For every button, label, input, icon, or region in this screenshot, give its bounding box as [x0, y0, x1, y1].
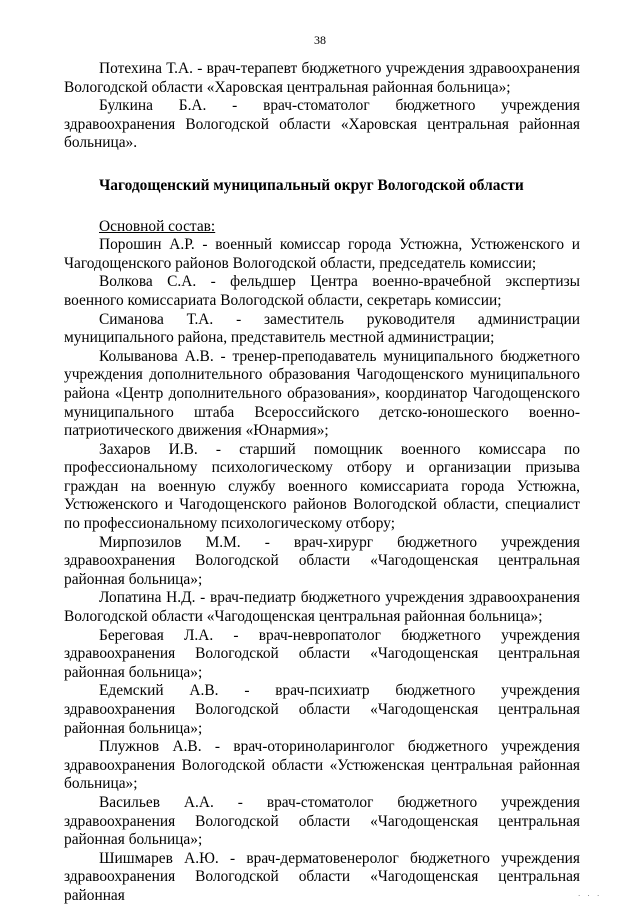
footer-mark: . . .: [578, 890, 602, 898]
section-title: Чагодощенский муниципальный округ Вологодской области: [99, 176, 524, 194]
member-paragraph: Шишмарев А.Ю. - врач-дерматовенеролог бюджетного учреждения здравоохранения Вологодской области «Чагодощенская центральная районная: [64, 849, 580, 904]
member-paragraph: Мирпозилов М.М. - врач-хирург бюджетного учреждения здравоохранения Вологодской области «Чагодощенская центральная районная больница»;: [64, 533, 580, 588]
member-paragraph: Лопатина Н.Д. - врач-педиатр бюджетного учреждения здравоохранения Вологодской области «Чагодощенская центральная районная больница»;: [64, 589, 580, 626]
subsection-title: Основной состав:: [99, 217, 216, 235]
intro-paragraph-2: Булкина Б.А. - врач-стоматолог бюджетного учреждения здравоохранения Вологодской области «Харовская центральная районная больница».: [64, 97, 580, 152]
member-paragraph: Захаров И.В. - старший помощник военного комиссара по профессиональному психологическому отбору и организации призыва граждан на военную службу военного комиссариата города Устюжна, Устюженского и Чагодощенского районов Вологодской области, специалист по профессиональному психологическому отбору;: [64, 440, 580, 533]
member-paragraph: Васильев А.А. - врач-стоматолог бюджетного учреждения здравоохранения Вологодской области «Чагодощенская центральная районная больница»;: [64, 793, 580, 849]
member-paragraph: Волкова С.А. - фельдшер Центра военно-врачебной экспертизы военного комиссариата Вологодской области, секретарь комиссии;: [64, 273, 580, 309]
page-number: 38: [314, 33, 326, 47]
member-paragraph: Едемский А.В. - врач-психиатр бюджетного учреждения здравоохранения Вологодской области «Чагодощенская центральная районная больница»;: [64, 682, 580, 737]
member-paragraph: Колыванова А.В. - тренер-преподаватель муниципального бюджетного учреждения дополнительного образования Чагодощенского муниципального района «Центр дополнительного образования», координатор Чагодощенского муниципального штаба Всероссийского детско-юношеского военно-патриотического движения «Юнармия»;: [64, 347, 580, 440]
member-paragraph: Береговая Л.А. - врач-невропатолог бюджетного учреждения здравоохранения Вологодской области «Чагодощенская центральная районная больница»;: [64, 626, 580, 681]
member-paragraph: Порошин А.Р. - военный комиссар города Устюжна, Устюженского и Чагодощенского районов Вологодской области, председатель комиссии;: [64, 236, 580, 272]
document-body: [64, 60, 580, 905]
intro-paragraph-1: Потехина Т.А. - врач-терапевт бюджетного учреждения здравоохранения Вологодской области «Харовская центральная районная больница»;: [64, 60, 580, 96]
member-paragraph: Симанова Т.А. - заместитель руководителя администрации муниципального района, представитель местной администрации;: [64, 310, 580, 347]
member-paragraph: Плужнов А.В. - врач-оториноларинголог бюджетного учреждения здравоохранения Вологодской области «Устюженская центральная районная больница»;: [64, 738, 580, 793]
